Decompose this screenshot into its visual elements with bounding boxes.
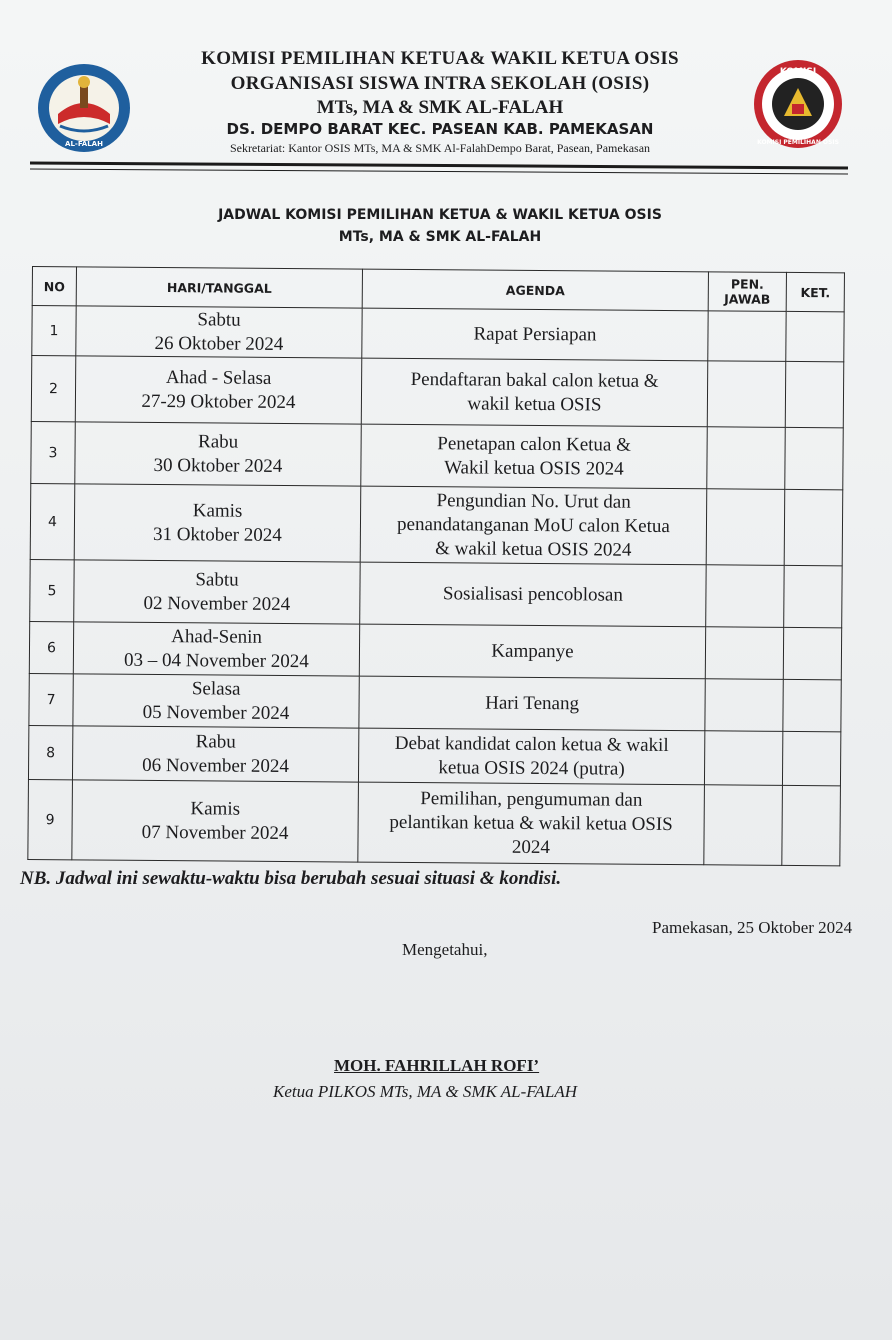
row-day: Sabtu [197, 308, 241, 331]
row-date: 26 Oktober 2024 [154, 332, 284, 355]
row-number: 4 [30, 483, 75, 559]
row-date-cell [74, 484, 361, 562]
row-date-cell [73, 674, 359, 728]
row-agenda-cell [359, 676, 705, 731]
letterhead-secretariat: Sekretariat: Kantor OSIS MTs, MA & SMK Al-FalahDempo Barat, Pasean, Pamekasan [229, 141, 651, 155]
agenda-line: pelantikan ketua & wakil ketua OSIS [389, 811, 673, 835]
schedule-table [27, 266, 845, 866]
svg-text:KOMISI PEMILIHAN OSIS: KOMISI PEMILIHAN OSIS [757, 139, 839, 146]
table-header-row [32, 267, 844, 312]
header-date: HARI/TANGGAL [76, 267, 362, 308]
acknowledged-label: Mengetahui, [402, 940, 488, 959]
agenda-line: Wakil ketua OSIS 2024 [444, 456, 624, 480]
row-day: Rabu [195, 730, 236, 753]
row-pic [705, 679, 783, 732]
row-pic [705, 627, 783, 680]
row-pic [706, 489, 785, 566]
agenda-line: Pengundian No. Urut dan [436, 489, 631, 513]
row-agenda-cell [361, 358, 708, 427]
agenda-line: Debat kandidat calon ketua & wakil [394, 732, 669, 756]
row-number: 7 [29, 673, 73, 725]
row-date: 05 November 2024 [142, 701, 290, 724]
header-pic: PEN. JAWAB [708, 272, 786, 312]
header-agenda: AGENDA [362, 269, 708, 311]
agenda-line: wakil ketua OSIS [467, 392, 602, 415]
letterhead-rule-thin [30, 169, 848, 175]
row-number: 5 [30, 559, 74, 621]
header-notes: KET. [786, 272, 844, 311]
table-body [28, 306, 844, 866]
row-number: 9 [28, 779, 73, 859]
election-commission-logo [752, 58, 844, 150]
row-notes [783, 679, 841, 731]
table-row [29, 621, 841, 679]
row-day: Ahad - Selasa [165, 366, 272, 389]
header-no: NO [32, 267, 76, 306]
row-agenda-cell [359, 624, 705, 679]
signatory-name: MOH. FAHRILLAH ROFI’ [334, 1056, 540, 1075]
row-date: 30 Oktober 2024 [153, 454, 283, 477]
letterhead-line-1: KOMISI PEMILIHAN KETUA& WAKIL KETUA OSIS [201, 48, 679, 69]
row-notes [783, 627, 841, 679]
table-row [31, 356, 843, 428]
document-title: JADWAL KOMISI PEMILIHAN KETUA & WAKIL KETUA OSIS [218, 207, 662, 223]
row-notes [782, 785, 841, 865]
row-pic [704, 785, 783, 866]
row-day: Ahad-Senin [171, 625, 263, 648]
row-agenda-cell [360, 562, 706, 627]
letterhead-line-2: ORGANISASI SISWA INTRA SEKOLAH (OSIS) [230, 73, 650, 94]
row-date: 02 November 2024 [143, 592, 291, 615]
agenda-line: Rapat Persiapan [473, 322, 597, 345]
row-pic [706, 565, 784, 628]
row-date-cell [75, 422, 361, 486]
agenda-line: Hari Tenang [485, 692, 580, 714]
table-row [30, 483, 843, 565]
row-agenda-cell [358, 728, 704, 785]
row-date: 06 November 2024 [142, 754, 290, 777]
agenda-line: 2024 [511, 836, 551, 858]
letterhead-line-3: MTs, MA & SMK AL-FALAH [316, 97, 564, 118]
row-date: 07 November 2024 [141, 821, 289, 844]
agenda-line: ketua OSIS 2024 (putra) [438, 756, 625, 780]
table-row [29, 673, 841, 731]
row-notes [785, 361, 844, 427]
row-date-cell [74, 560, 360, 624]
table-row [28, 779, 841, 865]
row-pic [704, 731, 782, 786]
row-agenda-cell [358, 782, 705, 865]
row-notes [782, 731, 840, 785]
table-row [32, 306, 844, 362]
row-pic [708, 311, 786, 362]
svg-text:AL-FALAH: AL-FALAH [65, 140, 103, 148]
row-pic [707, 427, 785, 490]
signatory-position: Ketua PILKOS MTs, MA & SMK AL-FALAH [273, 1082, 577, 1101]
agenda-line: penandatanganan MoU calon Ketua [397, 513, 670, 537]
agenda-line: Kampanye [491, 640, 574, 662]
table-row [28, 725, 840, 785]
row-date-cell [75, 356, 362, 424]
row-agenda-cell [361, 424, 707, 489]
row-notes [786, 311, 844, 361]
row-date: 03 – 04 November 2024 [123, 649, 309, 672]
row-number: 1 [32, 306, 76, 356]
letterhead-address: DS. DEMPO BARAT KEC. PASEAN KAB. PAMEKASAN [226, 120, 654, 138]
place-date: Pamekasan, 25 Oktober 2024 [652, 918, 853, 937]
row-notes [784, 489, 843, 565]
row-number: 3 [31, 421, 75, 483]
svg-text:KOMISI: KOMISI [779, 67, 817, 77]
row-day: Kamis [190, 797, 241, 820]
agenda-line: Pendaftaran bakal calon ketua & [410, 368, 659, 392]
document-subtitle: MTs, MA & SMK AL-FALAH [338, 229, 542, 245]
row-notes [785, 427, 843, 489]
row-agenda-cell [360, 486, 707, 565]
row-day: Kamis [192, 499, 243, 522]
table-row [30, 559, 842, 627]
row-day: Rabu [197, 430, 239, 453]
schedule-note: NB. Jadwal ini sewaktu-waktu bisa berubah sesuai situasi & kondisi. [20, 868, 562, 889]
table-row [31, 421, 843, 489]
row-date-cell [76, 306, 362, 358]
schedule-table-wrapper [27, 266, 877, 867]
row-pic [707, 361, 786, 428]
row-number: 6 [29, 621, 73, 673]
agenda-line: Sosialisasi pencoblosan [442, 582, 623, 606]
row-agenda-cell [362, 308, 708, 361]
row-date: 31 Oktober 2024 [152, 523, 282, 546]
row-number: 8 [28, 725, 72, 779]
row-date-cell [72, 726, 358, 782]
row-day: Selasa [191, 677, 241, 700]
row-notes [784, 565, 842, 627]
school-logo [36, 62, 132, 154]
agenda-line: Pemilihan, pengumuman dan [420, 787, 643, 811]
row-day: Sabtu [195, 568, 239, 591]
row-number: 2 [31, 356, 76, 422]
row-date-cell [73, 622, 359, 676]
row-date-cell [72, 780, 359, 862]
row-date: 27-29 Oktober 2024 [141, 390, 296, 413]
agenda-line: & wakil ketua OSIS 2024 [435, 537, 632, 561]
agenda-line: Penetapan calon Ketua & [437, 432, 632, 456]
